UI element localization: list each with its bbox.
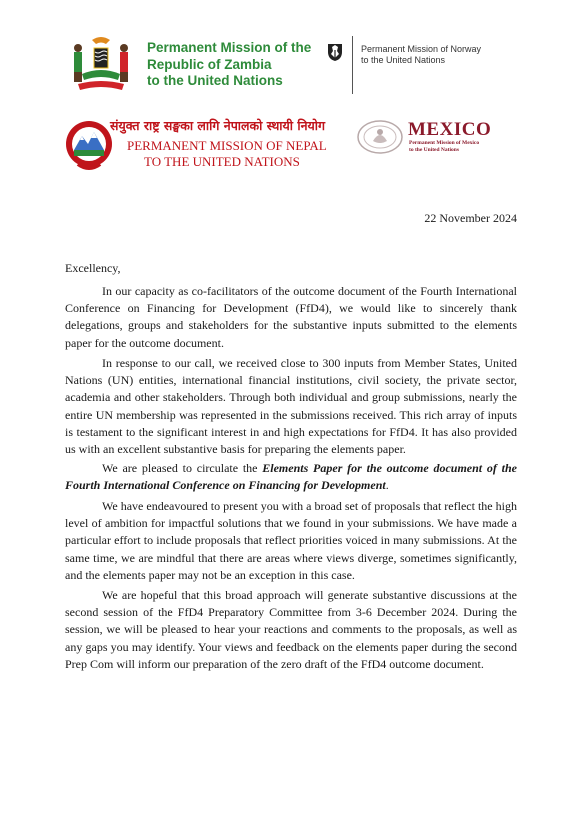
nepal-emblem-icon [64,114,114,174]
nepal-line-1: PERMANENT MISSION OF NEPAL [127,138,327,153]
mexico-mission-name [409,140,489,153]
salutation: Excellency, [65,261,121,275]
paragraph-3 [65,460,517,494]
paragraph-1: In our capacity as co-facilitators of the outcome document of the Fourth International Conference on Financing for Development (FfD4), we would like to sincerely thank delegations, groups and stakeholders for the substantive inputs submitted to the elements paper for the outcome document. [65,284,517,350]
mexico-title: MEXICO [408,119,492,140]
header-divider [352,36,353,94]
zambia-line-3: to the United Nations [147,73,283,88]
norway-line-1: Permanent Mission of Norway [361,44,482,54]
letter-date: 22 November 2024 [424,211,517,225]
elements-paper-title: Elements Paper for the outcome document of the Fourth International Conference on Financing for Development [65,461,517,493]
zambia-coat-of-arms-icon [68,34,134,92]
norway-coat-of-arms-icon [327,42,343,62]
paragraph-2: In response to our call, we received close to 300 inputs from Member States, United Nations (UN) entities, international financial institutions, civil society, the private sector, academia and other stakeholders. Through both individual and group submissions, nearly the entire UN membership was represented in the submissions received. This rich array of inputs is testament to the significant interest in and high expectations for FfD4. It has also provided us with an excellent substantive basis for preparing the elements paper. [65,356,517,457]
zambia-mission-name [147,40,327,90]
mexico-line-2: to the United Nations [409,146,459,153]
norway-line-2: to the United Nations [361,55,446,65]
paragraph-3-end: . [385,478,389,493]
paragraph-5: We are hopeful that this broad approach will generate substantive discussions at the second session of the FfD4 Preparatory Committee from 3-6 December 2024. During the session, we will be pleased to hear your reactions and comments to the proposals, as well as any gaps you may identify. Your views and feedback on the elements paper during the second Prep Com will inform our preparation of the zero draft of the FfD4 outcome document. [65,588,517,671]
zambia-line-1: Permanent Mission of the [147,40,312,55]
nepal-devanagari-title: संयुक्त राष्ट्र सङ्घका लागि नेपालको स्थायी नियोग [110,118,326,133]
zambia-line-2: Republic of Zambia [147,56,272,72]
paragraph-4: We have endeavoured to present you with a broad set of proposals that reflect the high level of ambition for impactful solutions that we found in your submissions. We have made a particular effort to include proposals that reflect priorities voiced in many submissions. At the same time, we are mindful that there are areas where views diverge, sometimes significantly, and the elements paper may not be an exception in this case. [65,499,517,582]
mexico-line-1: Permanent Mission of Mexico [409,140,480,146]
mexico-seal-icon [355,119,405,155]
norway-mission-name [361,44,541,66]
paragraph-3-intro: We are pleased to circulate the [102,461,263,475]
nepal-line-2: TO THE UNITED NATIONS [144,154,300,169]
